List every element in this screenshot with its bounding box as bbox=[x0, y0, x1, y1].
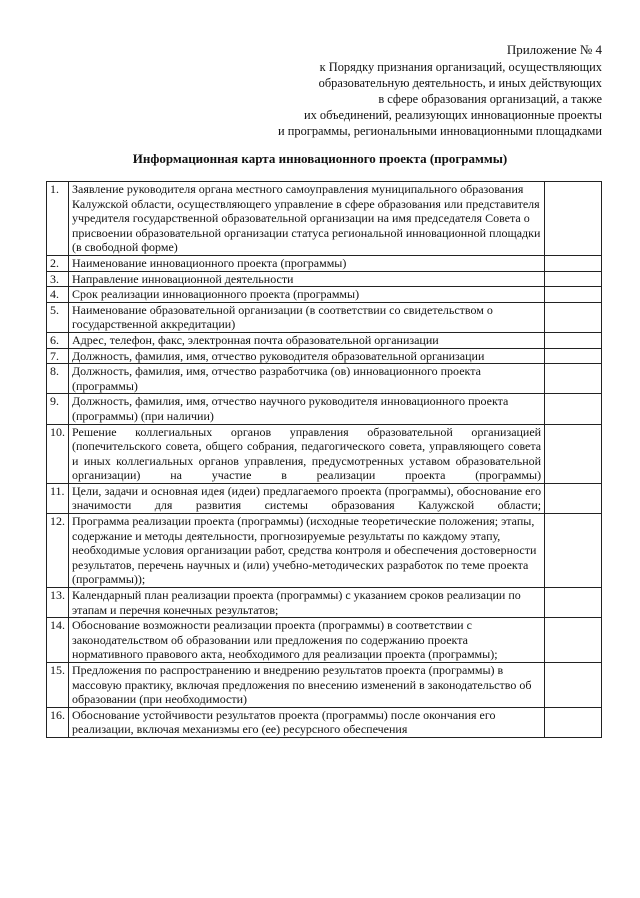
row-description: Обоснование возможности реализации проекта (программы) в соответствии с законодательством об образовании или предложения по содержанию проекта нормативного правового акта, необходимого для реализации проекта (программы); bbox=[69, 618, 545, 663]
appendix-line: к Порядку признания организаций, осуществляющих bbox=[319, 60, 602, 74]
table-row bbox=[47, 618, 602, 663]
row-number: 5. bbox=[47, 302, 69, 332]
row-number: 4. bbox=[47, 287, 69, 303]
table-row bbox=[47, 588, 602, 618]
row-number: 2. bbox=[47, 255, 69, 271]
row-number: 14. bbox=[47, 618, 69, 663]
row-number: 16. bbox=[47, 707, 69, 737]
row-description: Решение коллегиальных органов управления образовательной организацией (попечительского совета, общего собрания, педагогического совета, управляющего совета и иных коллегиальных органов управления, предусмотренных уставом образовательной организации) на участие в реализации проекта (программы) bbox=[69, 424, 545, 483]
row-value-cell bbox=[545, 483, 602, 513]
row-value-cell bbox=[545, 394, 602, 424]
row-value-cell bbox=[545, 182, 602, 256]
row-number: 13. bbox=[47, 588, 69, 618]
table-row bbox=[47, 271, 602, 287]
row-number: 10. bbox=[47, 424, 69, 483]
table-row bbox=[47, 255, 602, 271]
row-value-cell bbox=[545, 618, 602, 663]
appendix-header bbox=[182, 42, 602, 139]
table-row bbox=[47, 332, 602, 348]
table-row bbox=[47, 364, 602, 394]
table-row bbox=[47, 663, 602, 708]
appendix-line: в сфере образования организаций, а также bbox=[378, 92, 602, 106]
table-row bbox=[47, 514, 602, 588]
row-value-cell bbox=[545, 302, 602, 332]
row-description: Направление инновационной деятельности bbox=[69, 271, 545, 287]
row-number: 12. bbox=[47, 514, 69, 588]
appendix-line: образовательную деятельность, и иных действующих bbox=[318, 76, 602, 90]
row-number: 1. bbox=[47, 182, 69, 256]
document-title: Информационная карта инновационного проекта (программы) bbox=[132, 151, 508, 166]
row-description: Наименование инновационного проекта (программы) bbox=[69, 255, 545, 271]
row-value-cell bbox=[545, 424, 602, 483]
row-number: 8. bbox=[47, 364, 69, 394]
row-value-cell bbox=[545, 348, 602, 364]
table-row bbox=[47, 394, 602, 424]
row-description: Программа реализации проекта (программы) (исходные теоретические положения; этапы, содержание и методы деятельности, прогнозируемые результаты по каждому этапу, необходимые условия организации работ, средства контроля и обеспечения достоверности результатов, перечень научных и (или) учебно-методических разработок по теме проекта (программы)); bbox=[69, 514, 545, 588]
row-description: Заявление руководителя органа местного самоуправления муниципального образования Калужской области, осуществляющего управление в сфере образования или представителя учредителя государственной образовательной организации на имя председателя Совета о присвоении образовательной организации статуса региональной инновационной площадки (в свободной форме) bbox=[69, 182, 545, 256]
row-value-cell bbox=[545, 287, 602, 303]
row-number: 6. bbox=[47, 332, 69, 348]
row-number: 7. bbox=[47, 348, 69, 364]
row-value-cell bbox=[545, 663, 602, 708]
appendix-line: их объединений, реализующих инновационные проекты bbox=[303, 108, 602, 122]
row-description: Срок реализации инновационного проекта (программы) bbox=[69, 287, 545, 303]
row-description: Предложения по распространению и внедрению результатов проекта (программы) в массовую практику, включая предложения по внесению изменений в законодательство об образовании (при необходимости) bbox=[69, 663, 545, 708]
table-row bbox=[47, 707, 602, 737]
row-number: 11. bbox=[47, 483, 69, 513]
row-description: Цели, задачи и основная идея (идеи) предлагаемого проекта (программы), обоснование его значимости для развития системы образования Калужской области; bbox=[69, 483, 545, 513]
row-description: Адрес, телефон, факс, электронная почта образовательной организации bbox=[69, 332, 545, 348]
row-description: Обоснование устойчивости результатов проекта (программы) после окончания его реализации, включая механизмы его (ее) ресурсного обеспечения bbox=[69, 707, 545, 737]
table-row bbox=[47, 483, 602, 513]
table-row bbox=[47, 287, 602, 303]
row-value-cell bbox=[545, 514, 602, 588]
row-value-cell bbox=[545, 588, 602, 618]
row-value-cell bbox=[545, 255, 602, 271]
row-number: 3. bbox=[47, 271, 69, 287]
appendix-heading: Приложение № 4 bbox=[506, 42, 602, 57]
row-number: 15. bbox=[47, 663, 69, 708]
appendix-line: и программы, региональными инновационными площадками bbox=[278, 124, 602, 138]
row-number: 9. bbox=[47, 394, 69, 424]
row-description: Должность, фамилия, имя, отчество научного руководителя инновационного проекта (программы) (при наличии) bbox=[69, 394, 545, 424]
row-description: Должность, фамилия, имя, отчество руководителя образовательной организации bbox=[69, 348, 545, 364]
row-value-cell bbox=[545, 707, 602, 737]
row-description: Наименование образовательной организации (в соответствии со свидетельством о государственной аккредитации) bbox=[69, 302, 545, 332]
table-row bbox=[47, 182, 602, 256]
row-description: Календарный план реализации проекта (программы) с указанием сроков реализации по этапам и перечня конечных результатов; bbox=[69, 588, 545, 618]
row-value-cell bbox=[545, 271, 602, 287]
table-row bbox=[47, 348, 602, 364]
row-value-cell bbox=[545, 332, 602, 348]
table-row bbox=[47, 424, 602, 483]
row-description: Должность, фамилия, имя, отчество разработчика (ов) инновационного проекта (программы) bbox=[69, 364, 545, 394]
row-value-cell bbox=[545, 364, 602, 394]
info-card-table bbox=[46, 181, 602, 738]
table-row bbox=[47, 302, 602, 332]
